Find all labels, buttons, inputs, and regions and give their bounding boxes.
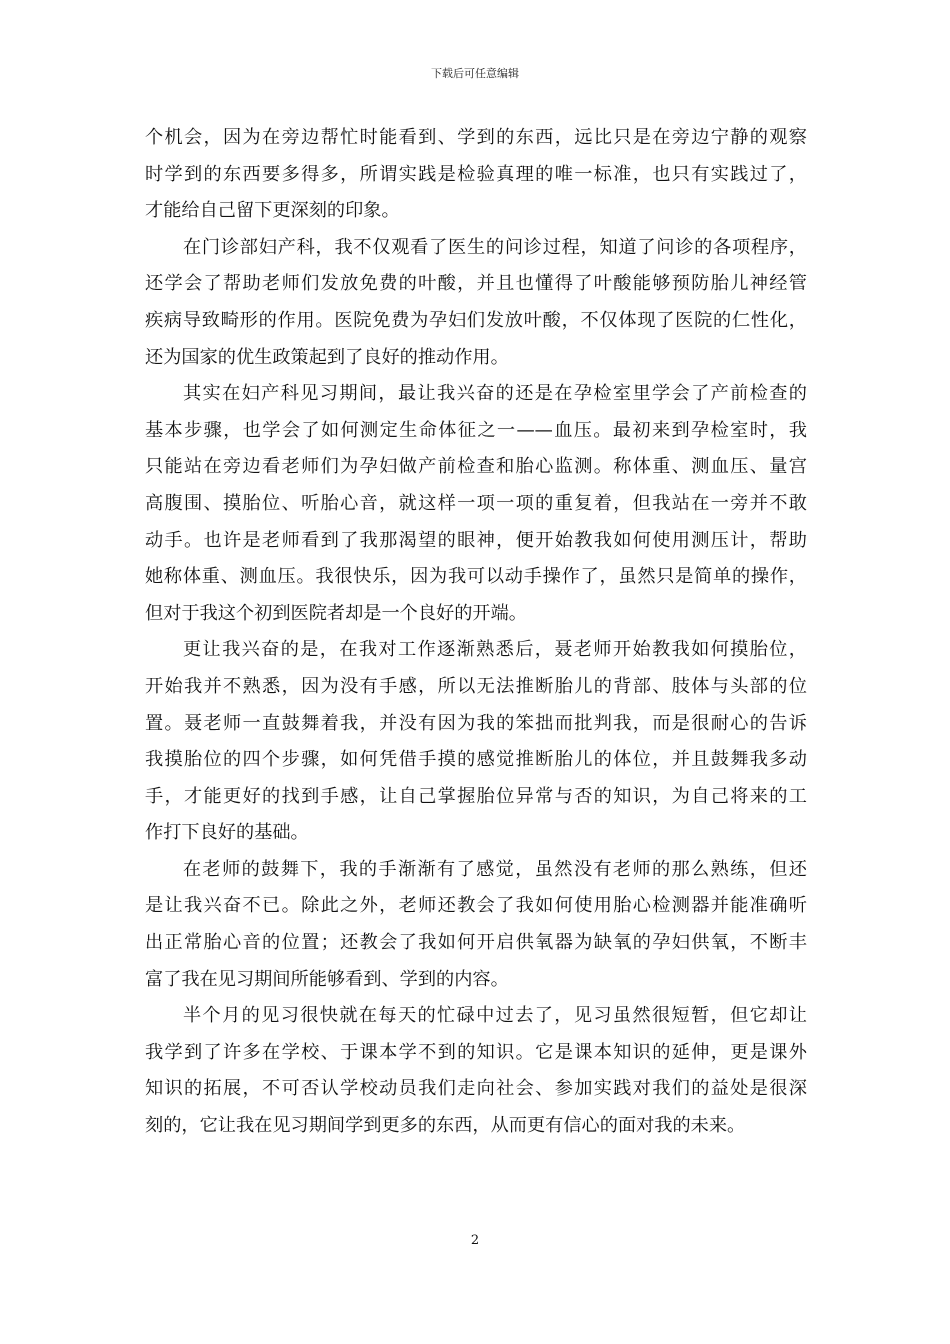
- paragraph-1-line-3: 才能给自己留下更深刻的印象。: [145, 200, 400, 222]
- paragraph-5-line-3: 出正常胎心音的位置；还教会了我如何开启供氧器为缺氧的孕妇供氧，不断丰: [145, 932, 807, 954]
- page-number: 2: [470, 1233, 480, 1248]
- paragraph-4-line-3: 置。聂老师一直鼓舞着我，并没有因为我的笨拙而批判我，而是很耐心的告诉: [145, 712, 807, 734]
- paragraph-3-line-7: 但对于我这个初到医院者却是一个良好的开端。: [145, 602, 527, 624]
- paragraph-5-line-4: 富了我在见习期间所能够看到、学到的内容。: [145, 968, 509, 990]
- paragraph-4-line-6: 作打下良好的基础。: [145, 822, 309, 844]
- paragraph-2-line-1: 在门诊部妇产科，我不仅观看了医生的问诊过程，知道了问诊的各项程序，: [183, 236, 807, 258]
- paragraph-2-line-4: 还为国家的优生政策起到了良好的推动作用。: [145, 346, 509, 368]
- paragraph-4-line-1: 更让我兴奋的是，在我对工作逐渐熟悉后，聂老师开始教我如何摸胎位，: [183, 639, 807, 661]
- paragraph-3-line-2: 基本步骤，也学会了如何测定生命体征之一——血压。最初来到孕检室时，我: [145, 419, 807, 441]
- paragraph-4-line-2: 开始我并不熟悉，因为没有手感，所以无法推断胎儿的背部、肢体与头部的位: [145, 675, 807, 697]
- paragraph-6-line-1: 半个月的见习很快就在每天的忙碌中过去了，见习虽然很短暂，但它却让: [183, 1005, 807, 1027]
- paragraph-3-line-1: 其实在妇产科见习期间，最让我兴奋的还是在孕检室里学会了产前检查的: [183, 383, 807, 405]
- paragraph-1-line-2: 时学到的东西要多得多，所谓实践是检验真理的唯一标准，也只有实践过了，: [145, 163, 807, 185]
- paragraph-3-line-6: 她称体重、测血压。我很快乐，因为我可以动手操作了，虽然只是简单的操作，: [145, 566, 807, 588]
- page-header: 下载后可任意编辑: [431, 67, 519, 80]
- paragraph-1-line-1: 个机会，因为在旁边帮忙时能看到、学到的东西，远比只是在旁边宁静的观察: [145, 127, 807, 148]
- paragraph-5-line-1: 在老师的鼓舞下，我的手渐渐有了感觉，虽然没有老师的那么熟练，但还: [183, 858, 807, 880]
- paragraph-2-line-3: 疾病导致畸形的作用。医院免费为孕妇们发放叶酸，不仅体现了医院的仁性化，: [145, 309, 807, 331]
- paragraph-4-line-5: 手，才能更好的找到手感，让自己掌握胎位异常与否的知识，为自己将来的工: [145, 785, 807, 807]
- paragraph-5-line-2: 是让我兴奋不已。除此之外，老师还教会了我如何使用胎心检测器并能准确听: [145, 895, 807, 917]
- document-body: [145, 120, 807, 1145]
- paragraph-6-line-4: 刻的，它让我在见习期间学到更多的东西，从而更有信心的面对我的未来。: [145, 1115, 746, 1137]
- paragraph-6-line-3: 知识的拓展，不可否认学校动员我们走向社会、参加实践对我们的益处是很深: [145, 1078, 807, 1100]
- paragraph-3-line-4: 高腹围、摸胎位、听胎心音，就这样一项一项的重复着，但我站在一旁并不敢: [145, 492, 807, 514]
- paragraph-4-line-4: 我摸胎位的四个步骤，如何凭借手摸的感觉推断胎儿的体位，并且鼓舞我多动: [145, 749, 807, 771]
- paragraph-2-line-2: 还学会了帮助老师们发放免费的叶酸，并且也懂得了叶酸能够预防胎儿神经管: [145, 273, 807, 295]
- paragraph-6-line-2: 我学到了许多在学校、于课本学不到的知识。它是课本知识的延伸，更是课外: [145, 1041, 807, 1063]
- paragraph-3-line-5: 动手。也许是老师看到了我那渴望的眼神，便开始教我如何使用测压计，帮助: [145, 529, 807, 551]
- paragraph-3-line-3: 只能站在旁边看老师们为孕妇做产前检查和胎心监测。称体重、测血压、量宫: [145, 456, 807, 478]
